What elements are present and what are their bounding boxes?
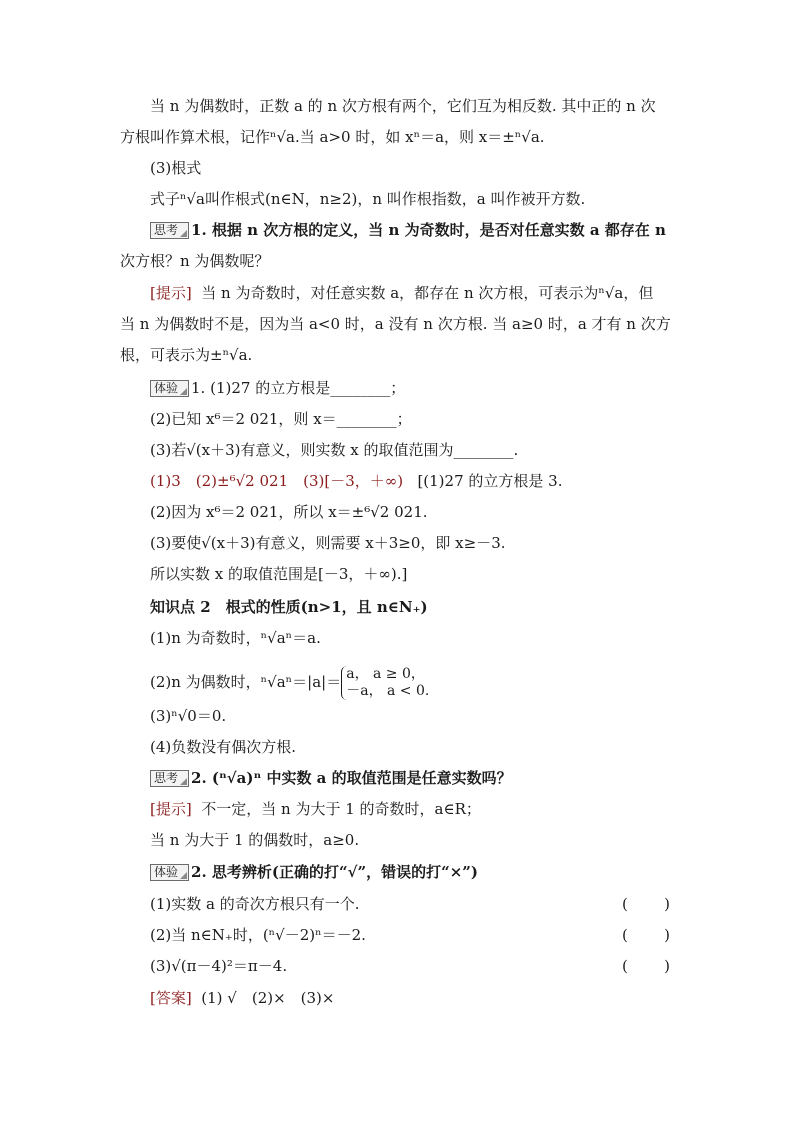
think-1-text: 1. 根据 n 次方根的定义，当 n 为奇数时，是否对任意实数 a 都存在 n xyxy=(191,221,666,239)
exp-1-analysis-2: (2)因为 x⁶＝2 021，所以 x＝±⁶√2 021. xyxy=(150,503,428,521)
experience-tag: 体验 xyxy=(150,380,189,397)
property-2-prefix: (2)n 为偶数时，ⁿ√aⁿ＝|a|＝ xyxy=(150,673,342,691)
property-3: (3)ⁿ√0＝0. xyxy=(150,707,227,725)
exp-2-answer xyxy=(150,988,710,1008)
think-1-question-line-1 xyxy=(150,220,710,240)
hint-text: 当 n 为奇数时，对任意实数 a，都存在 n 次方根，可表示为ⁿ√a，但 xyxy=(201,284,654,302)
piecewise-brace xyxy=(341,666,429,700)
hint-label: [提示] xyxy=(150,284,192,302)
property-1: (1)n 为奇数时，ⁿ√aⁿ＝a. xyxy=(150,629,321,647)
think-1-hint-line-1 xyxy=(150,283,710,303)
exp-1-answer-line xyxy=(150,471,710,491)
exp-1-question-2: (2)已知 x⁶＝2 021，则 x＝________； xyxy=(150,410,412,428)
piecewise-case-1: a， a ≥ 0， xyxy=(346,666,425,682)
exp-1-question-1 xyxy=(150,378,710,398)
exp-2-question xyxy=(150,862,710,882)
think-2-question xyxy=(150,768,710,788)
answer-text: (1) √ (2)× (3)× xyxy=(201,989,335,1007)
answer-paren-1[interactable]: ( ) xyxy=(622,895,670,913)
think-1-question-line-2: 次方根？n 为偶数呢？ xyxy=(120,252,270,270)
exp-2-text: 2. 思考辨析(正确的打“√”，错误的打“×”) xyxy=(191,863,479,881)
answer-paren-2[interactable]: ( ) xyxy=(622,926,670,944)
exp-1-analysis-3: (3)要使√(x＋3)有意义，则需要 x＋3≥0，即 x≥－3. xyxy=(150,534,506,552)
section-3-heading: (3)根式 xyxy=(150,159,202,177)
answer-paren-3[interactable]: ( ) xyxy=(622,957,670,975)
exp-1-question-3: (3)若√(x＋3)有意义，则实数 x 的取值范围为________. xyxy=(150,441,519,459)
judge-statement-2: (2)当 n∈N₊时，(ⁿ√－2)ⁿ＝－2. xyxy=(150,926,366,944)
answer-label: [答案] xyxy=(150,989,192,1007)
knowledge-point-2-heading: 知识点 2 根式的性质(n>1，且 n∈N₊) xyxy=(150,598,428,616)
paragraph-line-1: 当 n 为偶数时，正数 a 的 n 次方根有两个，它们互为相反数. 其中正的 n 次 xyxy=(150,97,656,115)
property-2 xyxy=(150,665,710,703)
think-tag: 思考 xyxy=(150,222,189,239)
hint-label: [提示] xyxy=(150,800,192,818)
judge-statement-3: (3)√(π－4)²＝π－4. xyxy=(150,957,288,975)
paragraph-line-2: 方根叫作算术根，记作ⁿ√a.当 a>0 时，如 xⁿ＝a，则 x＝±ⁿ√a. xyxy=(120,128,545,146)
exp-1-q1-text: 1. (1)27 的立方根是________； xyxy=(191,379,406,397)
radical-definition: 式子ⁿ√a叫作根式(n∈N，n≥2)，n 叫作根指数，a 叫作被开方数. xyxy=(150,190,586,208)
exp-1-answer-key: (1)3 (2)±⁶√2 021 (3)[－3，＋∞) xyxy=(150,472,404,490)
think-2-text: 2. (ⁿ√a)ⁿ 中实数 a 的取值范围是任意实数吗？ xyxy=(191,769,512,787)
experience-tag: 体验 xyxy=(150,864,189,881)
hint-text: 不一定，当 n 为大于 1 的奇数时，a∈R； xyxy=(201,800,481,818)
think-2-hint-line-1 xyxy=(150,799,710,819)
property-4: (4)负数没有偶次方根. xyxy=(150,738,297,756)
exp-1-analysis-start: [(1)27 的立方根是 3. xyxy=(417,472,563,490)
judge-statement-1: (1)实数 a 的奇次方根只有一个. xyxy=(150,895,360,913)
think-1-hint-line-3: 根，可表示为±ⁿ√a. xyxy=(120,346,253,364)
think-2-hint-line-2: 当 n 为大于 1 的偶数时，a≥0. xyxy=(150,831,360,849)
think-1-hint-line-2: 当 n 为偶数时不是，因为当 a<0 时，a 没有 n 次方根. 当 a≥0 时，a 才有 n 次方 xyxy=(120,315,671,333)
exp-1-analysis-4: 所以实数 x 的取值范围是[－3，＋∞).] xyxy=(150,565,408,583)
think-tag: 思考 xyxy=(150,770,189,787)
piecewise-case-2: －a， a < 0. xyxy=(346,683,430,699)
